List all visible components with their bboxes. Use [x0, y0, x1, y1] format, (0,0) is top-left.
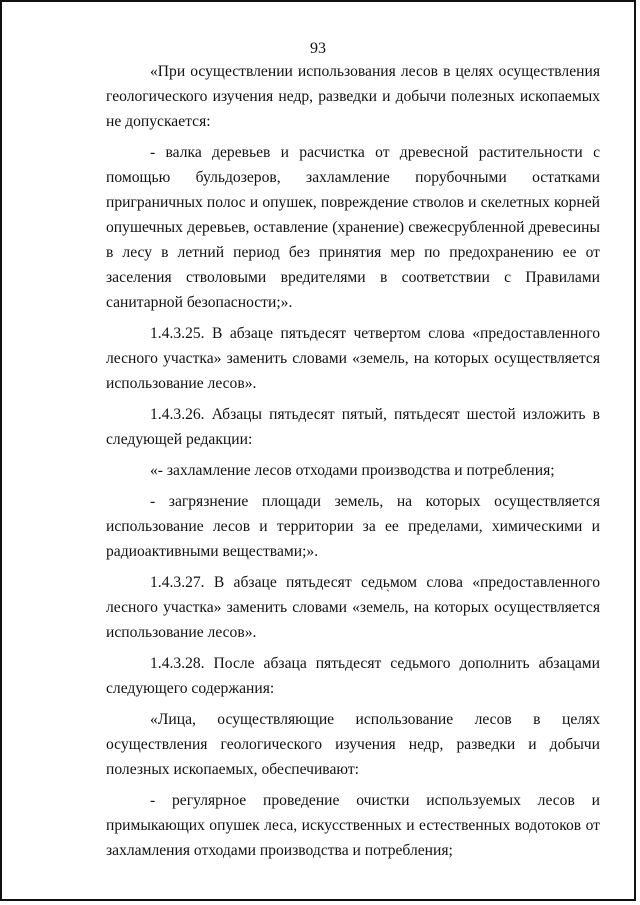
paragraph: - валка деревьев и расчистка от древесной растительности с помощью бульдозеров, захламление порубочными остатками приграничных полос и опушек, повреждение стволов и скелетных корней опушечных деревьев, оставление (хранение) свежесрубленной древесины в лесу в летний период без принятия мер по предохранению ее от заселения стволовыми вредителями в соответствии с Правилами санитарной безопасности;».: [106, 144, 600, 311]
paragraph: «При осуществлении использования лесов в целях осуществления геологического изучения недр, разведки и добычи полезных ископаемых не допускается:: [106, 63, 600, 130]
scan-speck: `: [386, 587, 390, 601]
paragraph: - регулярное проведение очистки используемых лесов и примыкающих опушек леса, искусственных и естественных водотоков от захламления отходами производства и потребления;: [106, 792, 600, 859]
paragraph: 1.4.3.28. После абзаца пятьдесят седьмого дополнить абзацами следующего содержания:: [106, 655, 600, 697]
paragraph: 1.4.3.25. В абзаце пятьдесят четвертом слова «предоставленного лесного участка» заменить словами «земель, на которых осуществляется использование лесов».: [106, 325, 600, 392]
paragraph: «- захламление лесов отходами производства и потребления;: [150, 462, 555, 479]
paragraph: «Лица, осуществляющие использование лесов в целях осуществления геологического изучения недр, разведки и добычи полезных ископаемых, обеспечивают:: [106, 711, 600, 778]
document-body: [106, 59, 600, 869]
paragraph: - загрязнение площади земель, на которых осуществляется использование лесов и территории за ее пределами, химическими и радиоактивными веществами;».: [106, 493, 600, 560]
paragraph: 1.4.3.27. В абзаце пятьдесят седьмом слова «предоставленного лесного участка» заменить словами «земель, на которых осуществляется использование лесов».: [106, 574, 600, 641]
page-number: 93: [310, 40, 326, 57]
paragraph: 1.4.3.26. Абзацы пятьдесят пятый, пятьдесят шестой изложить в следующей редакции:: [106, 406, 600, 448]
